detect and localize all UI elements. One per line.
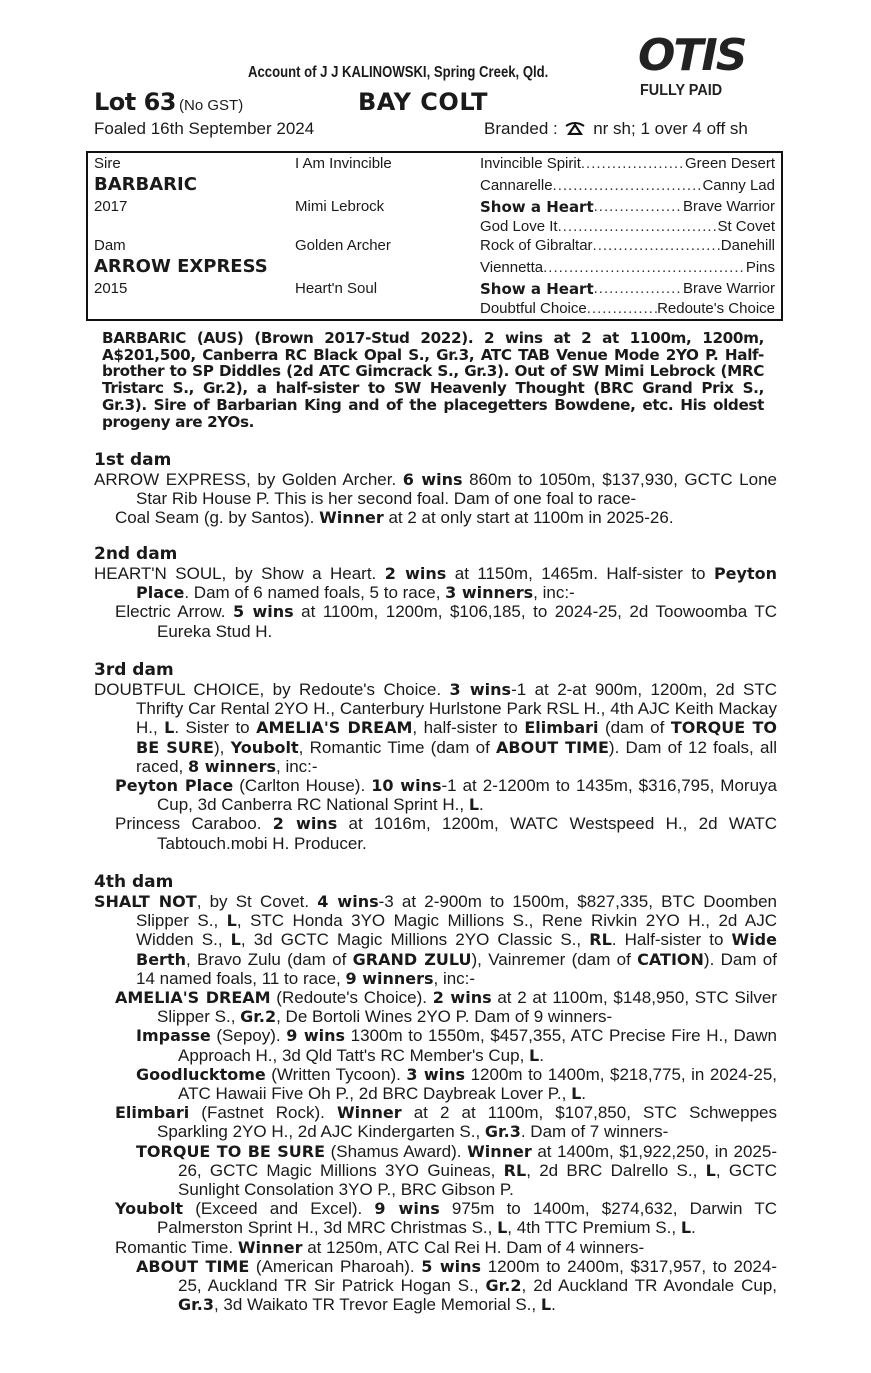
progeny-entry (94, 776, 777, 814)
bold-run: Goodlucktome (136, 1064, 266, 1084)
grandparent-row (480, 299, 775, 319)
fully-paid-label: FULLY PAID (640, 82, 723, 99)
grandparent-sire: Green Desert (684, 155, 775, 172)
bold-run: L (680, 1218, 692, 1238)
dam-section-1st (94, 451, 777, 528)
text-run: . (479, 795, 484, 815)
text-run: 1200m to 1400m, $218,775, in 2024-25, ATC Hawaii Five Oh P., 2d BRC Daybreak Lover P., (178, 1064, 778, 1104)
branded-prefix: Branded : (484, 119, 558, 138)
bold-run: 10 wins (371, 776, 442, 796)
text-run: . (581, 1084, 586, 1104)
progeny-entry (94, 1199, 777, 1237)
leader-dots (593, 236, 721, 256)
text-run: , STC Honda 3YO Magic Millions S., Rene Rivkin 2YO H., 2d AJC Widden S., (136, 911, 778, 950)
branded-suffix: nr sh; 1 over 4 off sh (593, 119, 748, 138)
text-run: . Dam of 7 winners- (520, 1122, 669, 1142)
section-entries (94, 680, 777, 853)
bold-run: Gr.2 (240, 1007, 277, 1027)
text-run: -1 at 2-at 900m, 1200m, 2d STC Thrifty Car Rental 2YO H., Canterbury Hurlstone Park RSL H., 4th AJC Keith Mackay H., (136, 680, 777, 738)
bold-run: Elimbari (115, 1103, 190, 1123)
text-run: at 2 at 1100m, $107,850, STC Schweppes Sparkling 2YO H., 2d AJC Kindergarten S., (157, 1103, 777, 1142)
text-run: (Sepoy). (210, 1026, 287, 1046)
bold-run: L (164, 718, 175, 738)
bold-run: Winner (319, 508, 384, 528)
text-run: (Shamus Award). (325, 1141, 468, 1161)
bold-run: 6 wins (402, 470, 463, 489)
text-run: at 1150m, 1465m. Half-sister to (446, 564, 714, 583)
bold-run: 9 wins (374, 1199, 440, 1219)
leader-dots (543, 258, 746, 278)
grandparent-sire: Brave Warrior (683, 198, 775, 215)
dam-section-4th (94, 873, 777, 1314)
dam-section-2nd (94, 545, 777, 641)
dam-year: 2015 (94, 280, 128, 297)
bold-run: 5 wins (232, 602, 294, 622)
bold-run: Peyton Place (115, 776, 234, 796)
otis-logo-text: OTIS (638, 30, 746, 81)
bold-run: ABOUT TIME (496, 737, 609, 757)
bold-run: Winner (336, 1103, 402, 1123)
progeny-entry (94, 1065, 777, 1103)
grandparent-row (480, 176, 775, 196)
dam-entry (94, 892, 777, 988)
lot-number (94, 88, 243, 116)
text-run: (Carlton House). (233, 776, 372, 796)
section-entries (94, 470, 777, 528)
dam-section-3rd (94, 661, 777, 853)
grandparent-sire: Canny Lad (702, 177, 775, 194)
text-run: Princess Caraboo. (115, 814, 273, 834)
section-entries (94, 892, 777, 1314)
bold-run: Gr.3 (178, 1295, 214, 1315)
text-run: Electric Arrow. (115, 602, 233, 622)
text-run: , Bravo Zulu (dam of (185, 949, 353, 969)
bold-run: 3 winners (445, 583, 534, 603)
vendor-account: Account of J J KALINOWSKI, Spring Creek, Qld. (248, 64, 549, 81)
grandparent-name: Rock of Gibraltar (480, 237, 593, 254)
bold-run: 2 wins (384, 564, 447, 583)
bold-run: ABOUT TIME (136, 1256, 250, 1276)
text-run: at 2 at 1100m, $148,950, STC Silver Slipper S., (157, 988, 778, 1027)
text-run: 1300m to 1550m, $457,355, ATC Precise Fire H., Dawn Approach H., 3d Qld Tatt's RC Member's Cup, (178, 1026, 777, 1065)
text-run: , 4th TTC Premium S., (507, 1218, 681, 1238)
bold-run: AMELIA'S DREAM (256, 718, 413, 738)
grandparent-sire: St Covet (717, 218, 775, 235)
bold-run: 2 wins (432, 988, 492, 1008)
bold-run: AMELIA'S DREAM (115, 988, 271, 1008)
text-run: ), Vainremer (dam of (471, 949, 638, 969)
text-run: , inc:- (533, 583, 575, 603)
grandparent-name: Show a Heart (480, 280, 594, 298)
text-run: 1200m to 2400m, $317,957, to 2024-25, Auckland TR Sir Patrick Hogan S., (178, 1256, 778, 1296)
bold-run: Youbolt (115, 1199, 184, 1219)
text-run: , by St Covet. (196, 892, 318, 911)
dam-entry (94, 470, 777, 508)
branded-info (484, 119, 748, 139)
section-title: 2nd dam (94, 544, 178, 564)
text-run: (Redoute's Choice). (270, 988, 433, 1008)
bold-run: L (540, 1295, 552, 1315)
otis-logo (638, 30, 748, 100)
bold-run: L (529, 1045, 540, 1065)
sire-label: Sire (94, 155, 121, 172)
grandparent-name: Invincible Spirit (480, 155, 581, 172)
sire-sire: I Am Invincible (295, 155, 392, 172)
text-run: ARROW EXPRESS, by Golden Archer. (94, 470, 403, 489)
bold-run: Gr.2 (485, 1276, 522, 1296)
text-run: at 1400m, $1,922,250, in 2025-26, GCTC Magic Millions 3YO Guineas, (178, 1141, 777, 1180)
text-run: , half-sister to (412, 718, 525, 738)
text-run: at 1100m, 1200m, $106,185, to 2024-25, 2d Toowoomba TC Eureka Stud H. (157, 602, 778, 641)
section-title: 1st dam (94, 450, 172, 470)
bold-run: Winner (467, 1141, 532, 1161)
text-run: . Dam of 6 named foals, 5 to race, (184, 583, 446, 603)
bold-run: Wide Berth (136, 930, 777, 969)
progeny-entry (94, 602, 777, 640)
leader-dots (594, 197, 683, 217)
grandparent-row (480, 279, 775, 299)
text-run: at 1250m, ATC Cal Rei H. Dam of 4 winners- (302, 1237, 645, 1257)
bold-run: 4 wins (317, 892, 379, 911)
bold-run: TORQUE TO BE SURE (136, 718, 777, 757)
text-run: , 3d Waikato TR Trevor Eagle Memorial S., (213, 1295, 541, 1315)
bold-run: Elimbari (524, 718, 599, 738)
bold-run: RL (589, 930, 612, 950)
bold-run: 9 winners (345, 968, 434, 988)
text-run: 860m to 1050m, $137,930, GCTC Lone Star Rib House P. This is her second foal. Dam of one foal to race- (136, 470, 777, 509)
text-run: (American Pharoah). (249, 1256, 422, 1276)
bold-run: SHALT NOT (94, 892, 197, 911)
bold-run: 2 wins (272, 814, 338, 834)
dam-entry (94, 564, 777, 602)
progeny-entry (94, 1026, 777, 1064)
text-run: at 2 at only start at 1100m in 2025-26. (383, 508, 674, 528)
grandparent-row (480, 154, 775, 174)
bold-run: 3 wins (406, 1064, 466, 1084)
bold-run: L (226, 911, 237, 931)
text-run: (dam of (598, 718, 671, 738)
dam-name: ARROW EXPRESS (94, 256, 268, 277)
progeny-entry (94, 814, 777, 852)
text-run: , De Bortoli Wines 2YO P. Dam of 9 winners- (276, 1007, 613, 1027)
grandparent-name: Cannarelle (480, 177, 553, 194)
bold-run: 9 wins (286, 1026, 346, 1046)
text-run: , inc:- (433, 968, 476, 988)
progeny-entry (94, 1142, 777, 1200)
leader-dots (553, 176, 703, 196)
brand-symbol-icon (564, 120, 586, 134)
text-run: -3 at 2-900m to 1500m, $827,335, BTC Doomben Slipper S., (136, 892, 777, 931)
bold-run: Winner (237, 1237, 303, 1257)
leader-dots (587, 299, 657, 319)
text-run: (Exceed and Excel). (183, 1199, 375, 1219)
dam-dam: Heart'n Soul (295, 280, 378, 297)
bold-run: CATION (637, 949, 704, 969)
bold-run: Gr.3 (484, 1122, 521, 1142)
dam-label: Dam (94, 237, 126, 254)
sire-dam: Mimi Lebrock (295, 198, 385, 215)
grandparent-name: Doubtful Choice (480, 300, 587, 317)
sire-name: BARBARIC (94, 174, 197, 195)
section-entries (94, 564, 777, 641)
grandparent-sire: Redoute's Choice (657, 300, 775, 317)
sire-description: BARBARIC (AUS) (Brown 2017-Stud 2022). 2 wins at 2 at 1100m, 1200m, A$201,500, Canberra RC Black Opal S., Gr.3, ATC TAB Venue Mode 2YO P. Half-brother to SP Diddles (2d ATC Gimcrack S., Gr.3). Out of SW Mimi Lebrock (MRC Tristarc S., Gr.2), a half-sister to SW Heavenly Thought (BRC Grand Prix S., Gr.3). Sire of Barbarian King and of the placegetters Bowdene, etc. His oldest progeny are 2YOs. (102, 329, 764, 431)
text-run: , 2d Auckland TR Avondale Cup, (521, 1276, 777, 1296)
bold-run: L (497, 1218, 508, 1238)
leader-dots (558, 217, 718, 237)
text-run: ). Dam of 14 named foals, 11 to race, (136, 949, 777, 988)
text-run: , Romantic Time (dam of (298, 737, 497, 757)
text-run: ), (213, 737, 231, 757)
leader-dots (594, 279, 683, 299)
grandparent-name: Show a Heart (480, 198, 594, 216)
progeny-entry (94, 988, 777, 1026)
bold-run: TORQUE TO BE SURE (136, 1141, 326, 1161)
text-run: , inc:- (276, 756, 318, 776)
lot-label: Lot 63 (94, 88, 177, 116)
grandparent-sire: Danehill (720, 237, 775, 254)
text-run: at 1016m, 1200m, WATC Westspeed H., 2d WATC Tabtouch.mobi H. Producer. (157, 814, 777, 853)
text-run: HEART'N SOUL, by Show a Heart. (94, 564, 385, 583)
text-run: -1 at 2-1200m to 1435m, $316,795, Moruya Cup, 3d Canberra RC National Sprint H., (157, 776, 777, 815)
bold-run: GRAND ZULU (352, 949, 472, 969)
dam-entry (94, 680, 777, 776)
progeny-entry (94, 1103, 777, 1141)
text-run: . Sister to (174, 718, 257, 738)
progeny-entry (94, 508, 777, 527)
text-run: Coal Seam (g. by Santos). (115, 508, 320, 528)
text-run: . (551, 1295, 556, 1315)
grandparent-sire: Brave Warrior (683, 280, 775, 297)
bold-run: L (230, 930, 241, 950)
text-run: . Half-sister to (611, 930, 732, 950)
bold-run: L (468, 795, 480, 815)
grandparent-row (480, 197, 775, 217)
text-run: . (691, 1218, 696, 1238)
text-run: DOUBTFUL CHOICE, by Redoute's Choice. (94, 680, 450, 699)
sire-year: 2017 (94, 198, 128, 215)
pedigree-table (86, 151, 783, 321)
text-run: , 3d GCTC Magic Millions 2YO Classic S., (240, 930, 590, 950)
bold-run: 5 wins (421, 1256, 482, 1276)
section-title: 4th dam (94, 872, 174, 892)
text-run: ). Dam of 12 foals, all raced, (136, 737, 778, 776)
progeny-entry (94, 1238, 777, 1257)
bold-run: Impasse (136, 1026, 211, 1046)
text-run: Romantic Time. (115, 1237, 238, 1257)
bold-run: 3 wins (449, 680, 512, 699)
progeny-entry (94, 1257, 777, 1315)
bold-run: RL (503, 1160, 527, 1180)
bold-run: 8 winners (187, 756, 276, 776)
dam-sire: Golden Archer (295, 237, 391, 254)
sex-colour: BAY COLT (358, 88, 489, 116)
bold-run: L (571, 1084, 582, 1104)
grandparent-row (480, 258, 775, 278)
text-run: , 2d BRC Dalrello S., (526, 1160, 706, 1180)
grandparent-name: Viennetta (480, 259, 544, 276)
text-run: (Written Tycoon). (265, 1064, 407, 1084)
bold-run: L (705, 1160, 716, 1180)
bold-run: Youbolt (230, 737, 299, 757)
grandparent-row (480, 217, 775, 237)
grandparent-name: God Love It (480, 218, 558, 235)
bold-run: Peyton Place (136, 564, 777, 603)
grandparent-sire: Pins (745, 259, 775, 276)
text-run: 975m to 1400m, $274,632, Darwin TC Palmerston Sprint H., 3d MRC Christmas S., (157, 1199, 777, 1238)
text-run: (Fastnet Rock). (189, 1103, 337, 1123)
section-title: 3rd dam (94, 660, 174, 680)
text-run: , GCTC Sunlight Consolation 3YO P., BRC Gibson P. (178, 1160, 778, 1200)
text-run: . (539, 1045, 544, 1065)
leader-dots (581, 154, 685, 174)
grandparent-row (480, 236, 775, 256)
foaled-date: Foaled 16th September 2024 (94, 119, 315, 138)
gst-note: (No GST) (179, 97, 244, 114)
